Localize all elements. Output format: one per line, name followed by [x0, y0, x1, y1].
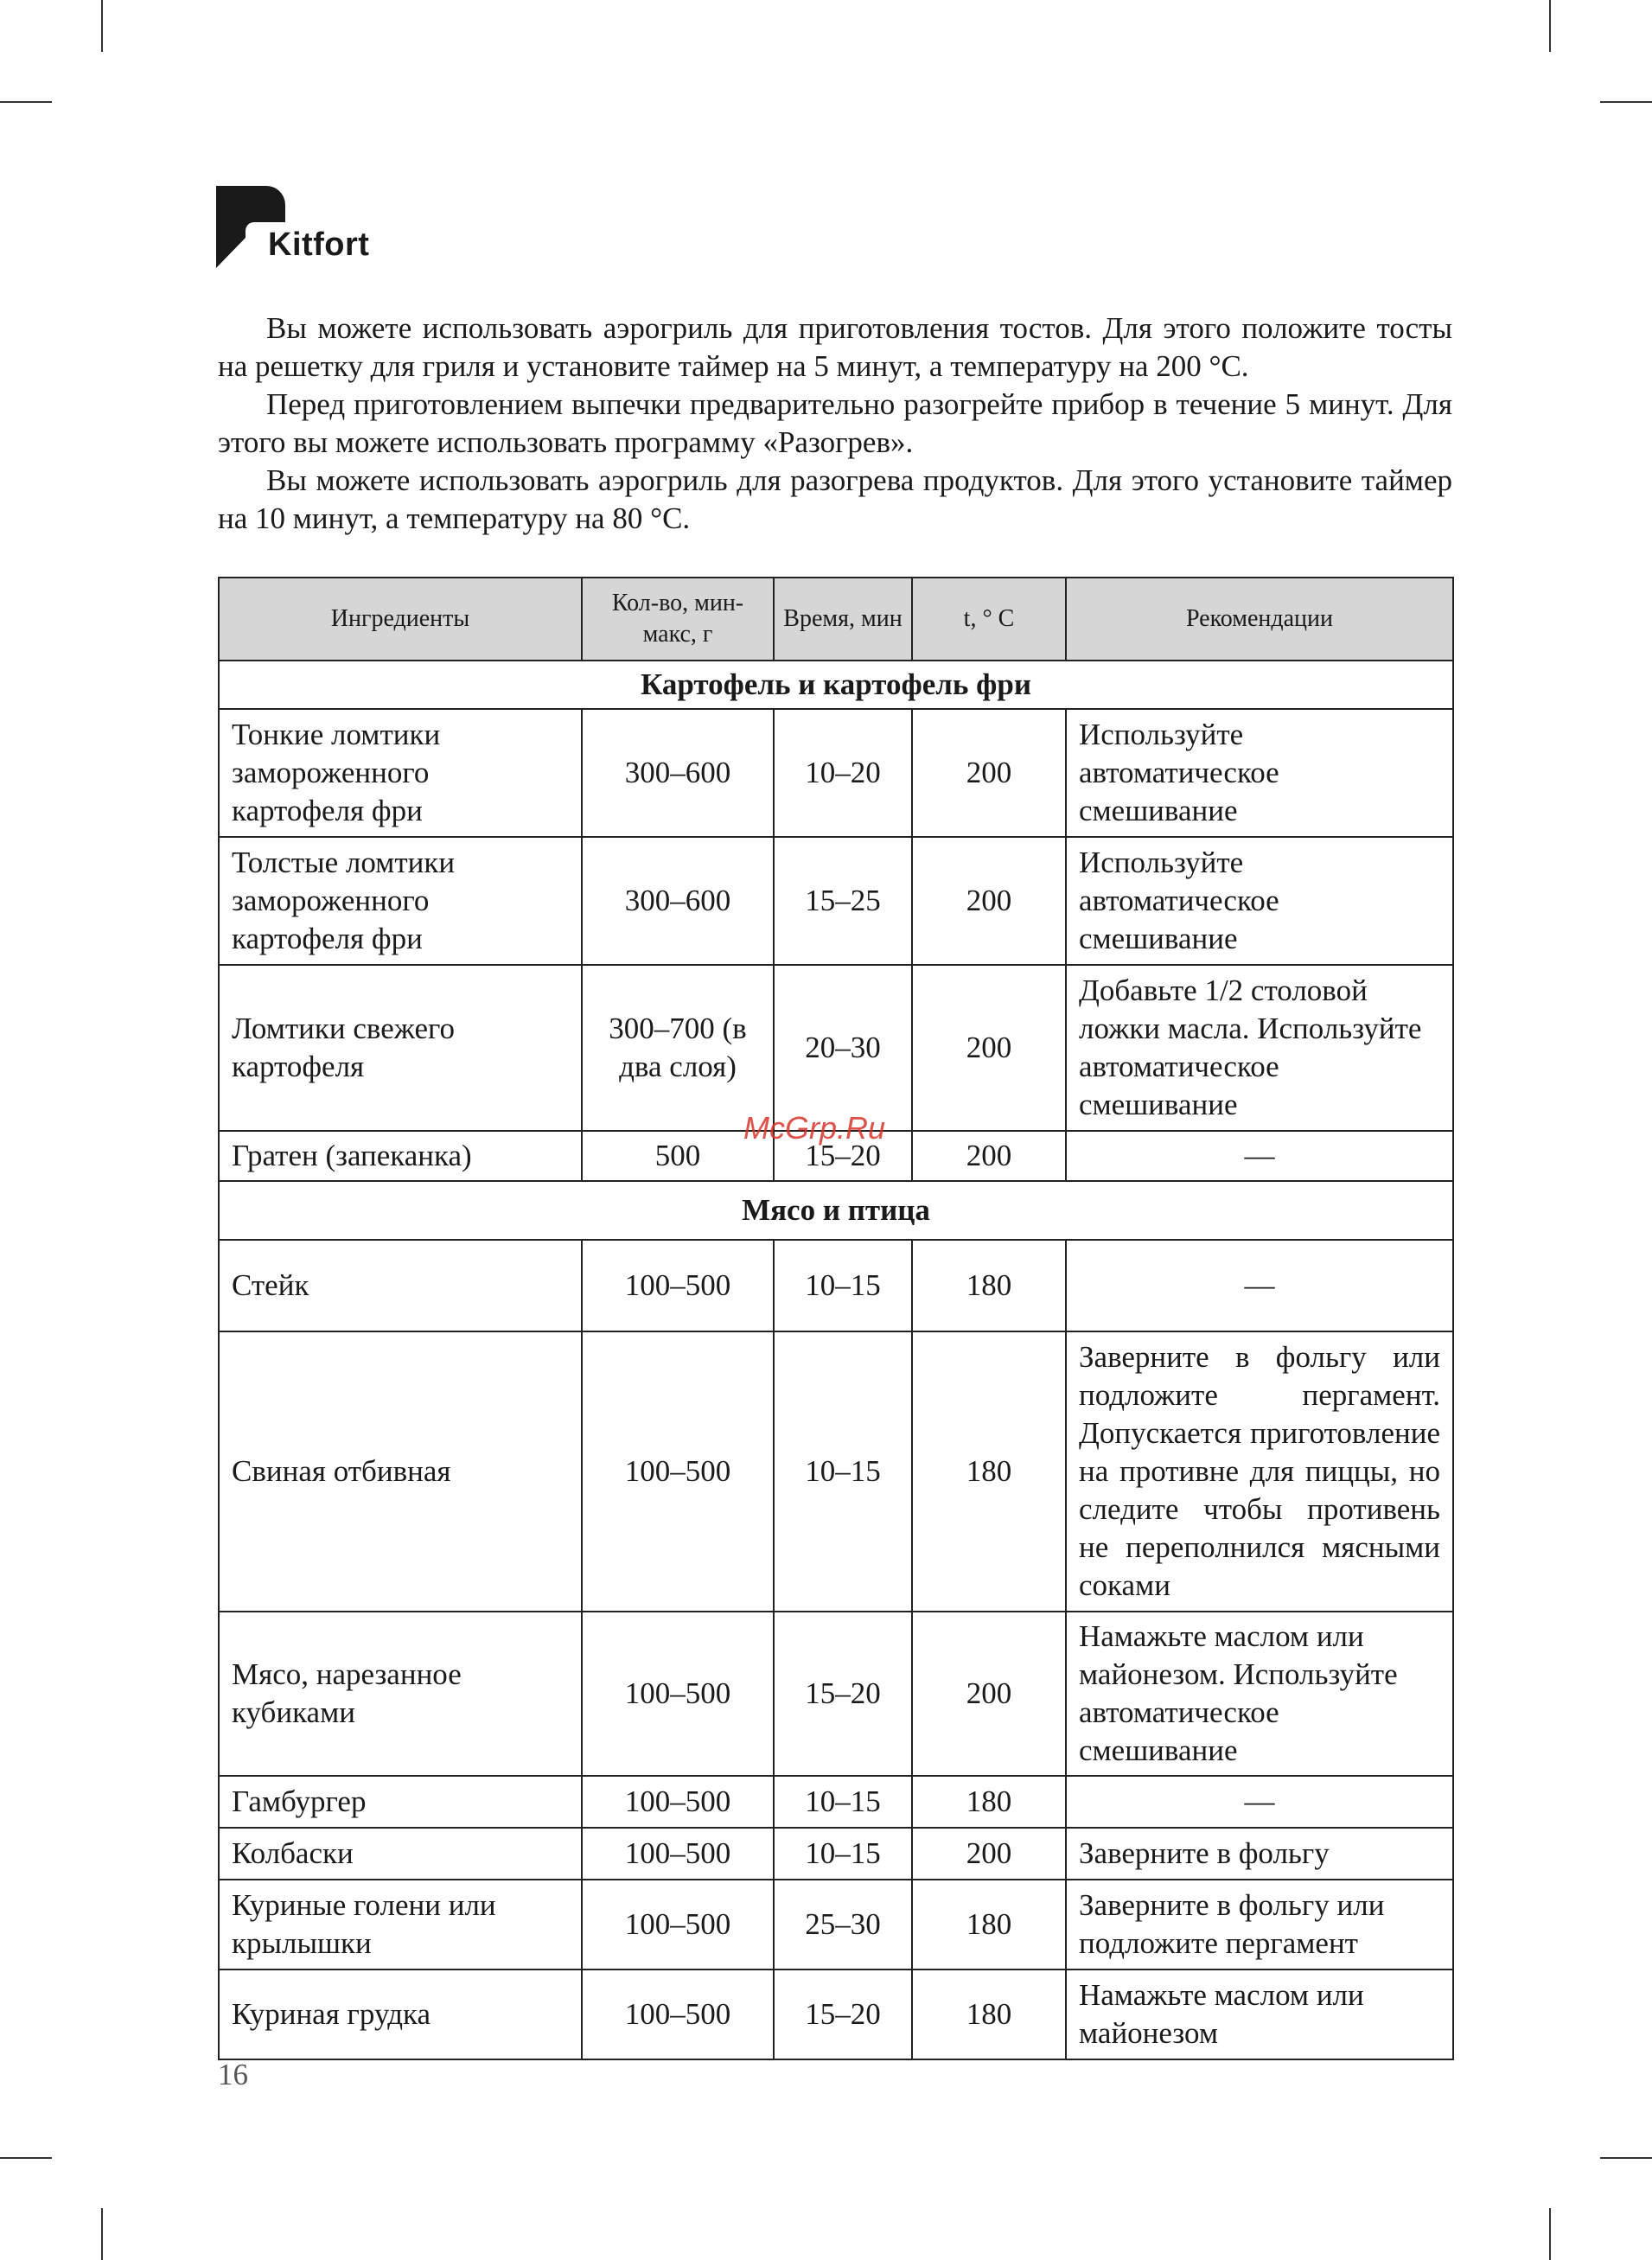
table-row [219, 1970, 1453, 2059]
cell-recommendation: — [1066, 1131, 1453, 1181]
crop-mark [0, 2157, 52, 2159]
cell-time: 15–20 [774, 1612, 912, 1776]
brand-name: Kitfort [268, 227, 370, 263]
header-amount: Кол-во, мин-макс, г [582, 578, 774, 661]
cell-amount: 100–500 [582, 1240, 774, 1331]
table-row [219, 1828, 1453, 1880]
section-row [219, 1181, 1453, 1240]
cell-amount: 300–700 (в два слоя) [582, 965, 774, 1131]
cell-amount: 100–500 [582, 1776, 774, 1828]
intro-paragraph: Вы можете использовать аэрогриль для приготовления тостов. Для этого положите тосты на решетку для гриля и установите таймер на 5 минут, а температуру на 200 °C. [218, 311, 1452, 383]
cell-amount: 300–600 [582, 837, 774, 965]
table-row [219, 709, 1453, 837]
page-number: 16 [218, 2058, 248, 2091]
cell-temp: 200 [912, 965, 1066, 1131]
cell-time: 15–20 [774, 1131, 912, 1181]
intro-text [218, 310, 1452, 538]
cell-temp: 180 [912, 1240, 1066, 1331]
intro-paragraph: Вы можете использовать аэрогриль для разогрева продуктов. Для этого установите таймер на 10 минут, а температуру на 80 °C. [218, 463, 1452, 535]
cell-ingredient: Гамбургер [219, 1776, 582, 1828]
section-title: Мясо и птица [219, 1181, 1453, 1240]
cell-ingredient: Гратен (запеканка) [219, 1131, 582, 1181]
cell-recommendation: — [1066, 1776, 1453, 1828]
cell-amount: 100–500 [582, 1970, 774, 2059]
section-title: Картофель и картофель фри [219, 661, 1453, 709]
cell-recommendation: Заверните в фольгу [1066, 1828, 1453, 1880]
cell-recommendation: Намажьте маслом или майонезом [1066, 1970, 1453, 2059]
cell-ingredient: Колбаски [219, 1828, 582, 1880]
intro-paragraph: Перед приготовлением выпечки предварительно разогрейте прибор в течение 5 минут. Для этого вы можете использовать программу «Разогрев». [218, 387, 1452, 459]
cell-ingredient: Стейк [219, 1240, 582, 1331]
cell-ingredient: Свиная отбивная [219, 1331, 582, 1612]
cell-time: 15–20 [774, 1970, 912, 2059]
cell-ingredient: Мясо, нарезанное кубиками [219, 1612, 582, 1776]
cell-recommendation: Намажьте маслом или майонезом. Используйте автоматическое смешивание [1066, 1612, 1453, 1776]
cell-temp: 200 [912, 1612, 1066, 1776]
header-recommendations: Рекомендации [1066, 578, 1453, 661]
cell-amount: 300–600 [582, 709, 774, 837]
cell-amount: 500 [582, 1131, 774, 1181]
cell-time: 15–25 [774, 837, 912, 965]
cell-temp: 180 [912, 1776, 1066, 1828]
cell-recommendation: Заверните в фольгу или подложите пергамент. Допускается приготовление на противне для пиццы, но следите чтобы противень не переполнился мясными соками [1066, 1331, 1453, 1612]
brand-logo [216, 186, 389, 272]
table-header-row [219, 578, 1453, 661]
cell-temp: 200 [912, 1828, 1066, 1880]
watermark: McGrp.Ru [743, 1110, 886, 1146]
cell-time: 25–30 [774, 1880, 912, 1970]
cell-ingredient: Ломтики свежего картофеля [219, 965, 582, 1131]
table-row [219, 1331, 1453, 1612]
header-temp: t, ° C [912, 578, 1066, 661]
cell-ingredient: Тонкие ломтики замороженного картофеля фри [219, 709, 582, 837]
table-row [219, 1880, 1453, 1970]
cell-time: 10–15 [774, 1240, 912, 1331]
cell-recommendation: Добавьте 1/2 столовой ложки масла. Используйте автоматическое смешивание [1066, 965, 1453, 1131]
cell-time: 10–15 [774, 1776, 912, 1828]
cell-temp: 200 [912, 1131, 1066, 1181]
cell-ingredient: Толстые ломтики замороженного картофеля фри [219, 837, 582, 965]
cell-temp: 180 [912, 1970, 1066, 2059]
cell-amount: 100–500 [582, 1331, 774, 1612]
table-row [219, 1240, 1453, 1331]
crop-mark [101, 2208, 103, 2260]
cooking-table [218, 577, 1454, 2060]
cell-temp: 180 [912, 1331, 1066, 1612]
crop-mark [1549, 2208, 1551, 2260]
crop-mark [1600, 2157, 1652, 2159]
table-row [219, 1612, 1453, 1776]
cell-time: 10–15 [774, 1828, 912, 1880]
header-ingredients: Ингредиенты [219, 578, 582, 661]
cell-ingredient: Куриная грудка [219, 1970, 582, 2059]
cell-time: 10–15 [774, 1331, 912, 1612]
cell-amount: 100–500 [582, 1828, 774, 1880]
crop-mark [0, 101, 52, 103]
cell-temp: 200 [912, 837, 1066, 965]
table-row [219, 837, 1453, 965]
header-time: Время, мин [774, 578, 912, 661]
cell-temp: 180 [912, 1880, 1066, 1970]
cell-recommendation: Заверните в фольгу или подложите пергамент [1066, 1880, 1453, 1970]
crop-mark [101, 0, 103, 52]
cell-recommendation: Используйте автоматическое смешивание [1066, 709, 1453, 837]
cell-recommendation: Используйте автоматическое смешивание [1066, 837, 1453, 965]
section-row [219, 661, 1453, 709]
cell-ingredient: Куриные голени или крылышки [219, 1880, 582, 1970]
table-row [219, 1776, 1453, 1828]
cell-temp: 200 [912, 709, 1066, 837]
cell-amount: 100–500 [582, 1880, 774, 1970]
cell-recommendation: — [1066, 1240, 1453, 1331]
cell-amount: 100–500 [582, 1612, 774, 1776]
crop-mark [1549, 0, 1551, 52]
cell-time: 20–30 [774, 965, 912, 1131]
crop-mark [1600, 101, 1652, 103]
table-row [219, 965, 1453, 1131]
cell-time: 10–20 [774, 709, 912, 837]
